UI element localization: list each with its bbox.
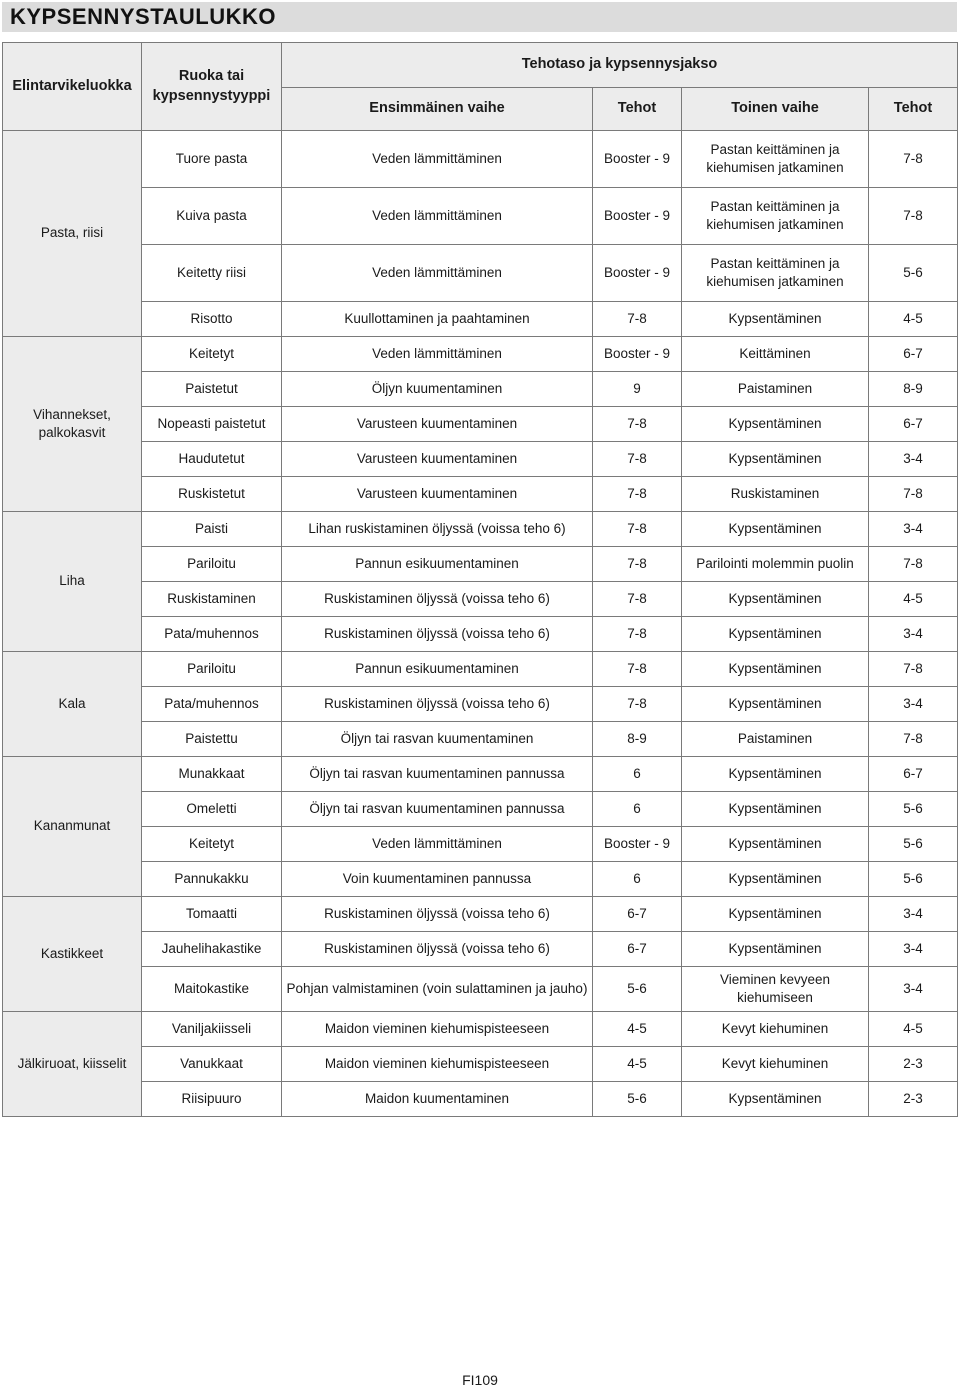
power2-cell: 3-4 [869, 897, 958, 932]
power2-cell: 4-5 [869, 302, 958, 337]
phase2-cell: Paistaminen [682, 722, 869, 757]
phase1-cell: Voin kuumentaminen pannussa [282, 862, 593, 897]
food-cell: Vaniljakiisseli [142, 1012, 282, 1047]
phase2-cell: Kypsentäminen [682, 407, 869, 442]
power1-cell: 7-8 [593, 442, 682, 477]
table-row [3, 582, 958, 617]
header-category: Elintarvikeluokka [3, 43, 142, 131]
category-cell: Kananmunat [3, 757, 142, 897]
phase1-cell: Veden lämmittäminen [282, 337, 593, 372]
phase2-cell: Keittäminen [682, 337, 869, 372]
phase1-cell: Varusteen kuumentaminen [282, 407, 593, 442]
table-row [3, 547, 958, 582]
table-row [3, 687, 958, 722]
phase2-cell: Kypsentäminen [682, 1082, 869, 1117]
table-row [3, 372, 958, 407]
category-cell: Pasta, riisi [3, 131, 142, 337]
power1-cell: 6 [593, 862, 682, 897]
power1-cell: 6-7 [593, 897, 682, 932]
table-row [3, 477, 958, 512]
food-cell: Munakkaat [142, 757, 282, 792]
power2-cell: 6-7 [869, 757, 958, 792]
power2-cell: 7-8 [869, 188, 958, 245]
phase2-cell: Kypsentäminen [682, 687, 869, 722]
table-row [3, 512, 958, 547]
power2-cell: 5-6 [869, 245, 958, 302]
power2-cell: 4-5 [869, 582, 958, 617]
header-food: Ruoka tai kypsennystyyppi [142, 43, 282, 131]
phase2-cell: Ruskistaminen [682, 477, 869, 512]
phase2-cell: Kypsentäminen [682, 582, 869, 617]
phase1-cell: Lihan ruskistaminen öljyssä (voissa teho 6) [282, 512, 593, 547]
table-row [3, 1047, 958, 1082]
phase1-cell: Ruskistaminen öljyssä (voissa teho 6) [282, 582, 593, 617]
phase1-cell: Maidon vieminen kiehumispisteeseen [282, 1047, 593, 1082]
power1-cell: 5-6 [593, 967, 682, 1012]
header-power-group: Tehotaso ja kypsennysjakso [282, 43, 958, 88]
header-phase2: Toinen vaihe [682, 88, 869, 131]
power2-cell: 7-8 [869, 477, 958, 512]
phase2-cell: Pastan keittäminen ja kiehumisen jatkaminen [682, 188, 869, 245]
power1-cell: Booster - 9 [593, 337, 682, 372]
phase1-cell: Veden lämmittäminen [282, 188, 593, 245]
food-cell: Keitetty riisi [142, 245, 282, 302]
phase2-cell: Kypsentäminen [682, 617, 869, 652]
phase2-cell: Kypsentäminen [682, 897, 869, 932]
page-number: FI109 [462, 1372, 498, 1388]
power2-cell: 3-4 [869, 617, 958, 652]
power1-cell: Booster - 9 [593, 245, 682, 302]
power2-cell: 6-7 [869, 337, 958, 372]
food-cell: Omeletti [142, 792, 282, 827]
table-row [3, 131, 958, 188]
category-cell: Kastikkeet [3, 897, 142, 1012]
phase2-cell: Paistaminen [682, 372, 869, 407]
power1-cell: 6-7 [593, 932, 682, 967]
power2-cell: 8-9 [869, 372, 958, 407]
phase1-cell: Kuullottaminen ja paahtaminen [282, 302, 593, 337]
header-power1: Tehot [593, 88, 682, 131]
food-cell: Paisti [142, 512, 282, 547]
food-cell: Tuore pasta [142, 131, 282, 188]
phase1-cell: Ruskistaminen öljyssä (voissa teho 6) [282, 897, 593, 932]
power1-cell: 7-8 [593, 687, 682, 722]
phase1-cell: Pohjan valmistaminen (voin sulattaminen ja jauho) [282, 967, 593, 1012]
food-cell: Jauhelihakastike [142, 932, 282, 967]
phase1-cell: Öljyn tai rasvan kuumentaminen pannussa [282, 792, 593, 827]
category-cell: Kala [3, 652, 142, 757]
phase2-cell: Parilointi molemmin puolin [682, 547, 869, 582]
category-cell: Jälkiruoat, kiisselit [3, 1012, 142, 1117]
phase2-cell: Kypsentäminen [682, 792, 869, 827]
cooking-table [2, 42, 958, 1117]
phase2-cell: Kypsentäminen [682, 862, 869, 897]
table-row [3, 188, 958, 245]
header-power2: Tehot [869, 88, 958, 131]
power2-cell: 3-4 [869, 932, 958, 967]
phase2-cell: Pastan keittäminen ja kiehumisen jatkaminen [682, 245, 869, 302]
phase2-cell: Kypsentäminen [682, 932, 869, 967]
food-cell: Pariloitu [142, 652, 282, 687]
phase2-cell: Kypsentäminen [682, 442, 869, 477]
phase1-cell: Veden lämmittäminen [282, 827, 593, 862]
table-row [3, 862, 958, 897]
table-row [3, 652, 958, 687]
phase1-cell: Ruskistaminen öljyssä (voissa teho 6) [282, 687, 593, 722]
power2-cell: 5-6 [869, 792, 958, 827]
power1-cell: 8-9 [593, 722, 682, 757]
table-row [3, 407, 958, 442]
food-cell: Tomaatti [142, 897, 282, 932]
food-cell: Haudutetut [142, 442, 282, 477]
phase1-cell: Pannun esikuumentaminen [282, 547, 593, 582]
phase2-cell: Kypsentäminen [682, 302, 869, 337]
phase1-cell: Veden lämmittäminen [282, 131, 593, 188]
power2-cell: 3-4 [869, 967, 958, 1012]
phase2-cell: Kypsentäminen [682, 757, 869, 792]
phase1-cell: Ruskistaminen öljyssä (voissa teho 6) [282, 932, 593, 967]
power1-cell: 7-8 [593, 617, 682, 652]
food-cell: Pariloitu [142, 547, 282, 582]
power2-cell: 4-5 [869, 1012, 958, 1047]
table-row [3, 827, 958, 862]
food-cell: Keitetyt [142, 827, 282, 862]
food-cell: Risotto [142, 302, 282, 337]
power2-cell: 2-3 [869, 1047, 958, 1082]
power1-cell: 7-8 [593, 407, 682, 442]
table-row [3, 337, 958, 372]
category-cell: Vihannekset, palkokasvit [3, 337, 142, 512]
power1-cell: 7-8 [593, 477, 682, 512]
food-cell: Paistetut [142, 372, 282, 407]
phase2-cell: Kevyt kiehuminen [682, 1012, 869, 1047]
phase1-cell: Pannun esikuumentaminen [282, 652, 593, 687]
power1-cell: 7-8 [593, 582, 682, 617]
power1-cell: 6 [593, 792, 682, 827]
power2-cell: 5-6 [869, 827, 958, 862]
phase1-cell: Maidon vieminen kiehumispisteeseen [282, 1012, 593, 1047]
power1-cell: Booster - 9 [593, 131, 682, 188]
food-cell: Ruskistaminen [142, 582, 282, 617]
power1-cell: Booster - 9 [593, 827, 682, 862]
power2-cell: 3-4 [869, 442, 958, 477]
food-cell: Pata/muhennos [142, 687, 282, 722]
food-cell: Riisipuuro [142, 1082, 282, 1117]
phase1-cell: Öljyn tai rasvan kuumentaminen pannussa [282, 757, 593, 792]
page-title: KYPSENNYSTAULUKKO [10, 4, 277, 29]
phase1-cell: Öljyn tai rasvan kuumentaminen [282, 722, 593, 757]
food-cell: Pata/muhennos [142, 617, 282, 652]
food-cell: Vanukkaat [142, 1047, 282, 1082]
food-cell: Maitokastike [142, 967, 282, 1012]
power2-cell: 3-4 [869, 512, 958, 547]
power2-cell: 7-8 [869, 722, 958, 757]
power1-cell: Booster - 9 [593, 188, 682, 245]
power1-cell: 5-6 [593, 1082, 682, 1117]
power1-cell: 7-8 [593, 302, 682, 337]
phase1-cell: Ruskistaminen öljyssä (voissa teho 6) [282, 617, 593, 652]
power1-cell: 7-8 [593, 652, 682, 687]
food-cell: Pannukakku [142, 862, 282, 897]
power1-cell: 7-8 [593, 547, 682, 582]
table-row [3, 792, 958, 827]
power2-cell: 3-4 [869, 687, 958, 722]
power2-cell: 7-8 [869, 547, 958, 582]
food-cell: Paistettu [142, 722, 282, 757]
table-row [3, 722, 958, 757]
phase2-cell: Kypsentäminen [682, 827, 869, 862]
power2-cell: 7-8 [869, 652, 958, 687]
power2-cell: 5-6 [869, 862, 958, 897]
phase2-cell: Kypsentäminen [682, 512, 869, 547]
table-row [3, 1082, 958, 1117]
page-title-bar [2, 2, 957, 32]
food-cell: Keitetyt [142, 337, 282, 372]
table-row [3, 757, 958, 792]
phase1-cell: Varusteen kuumentaminen [282, 442, 593, 477]
power2-cell: 6-7 [869, 407, 958, 442]
food-cell: Kuiva pasta [142, 188, 282, 245]
phase1-cell: Veden lämmittäminen [282, 245, 593, 302]
power1-cell: 4-5 [593, 1047, 682, 1082]
phase1-cell: Varusteen kuumentaminen [282, 477, 593, 512]
power1-cell: 7-8 [593, 512, 682, 547]
food-cell: Nopeasti paistetut [142, 407, 282, 442]
table-row [3, 442, 958, 477]
phase2-cell: Kypsentäminen [682, 652, 869, 687]
table-row [3, 617, 958, 652]
category-cell: Liha [3, 512, 142, 652]
header-phase1: Ensimmäinen vaihe [282, 88, 593, 131]
table-row [3, 245, 958, 302]
phase2-cell: Pastan keittäminen ja kiehumisen jatkaminen [682, 131, 869, 188]
food-cell: Ruskistetut [142, 477, 282, 512]
table-row [3, 1012, 958, 1047]
phase2-cell: Kevyt kiehuminen [682, 1047, 869, 1082]
power1-cell: 6 [593, 757, 682, 792]
table-row [3, 967, 958, 1012]
phase1-cell: Öljyn kuumentaminen [282, 372, 593, 407]
power2-cell: 2-3 [869, 1082, 958, 1117]
phase2-cell: Vieminen kevyeen kiehumiseen [682, 967, 869, 1012]
phase1-cell: Maidon kuumentaminen [282, 1082, 593, 1117]
table-row [3, 302, 958, 337]
power2-cell: 7-8 [869, 131, 958, 188]
power1-cell: 9 [593, 372, 682, 407]
power1-cell: 4-5 [593, 1012, 682, 1047]
table-row [3, 932, 958, 967]
table-row [3, 897, 958, 932]
